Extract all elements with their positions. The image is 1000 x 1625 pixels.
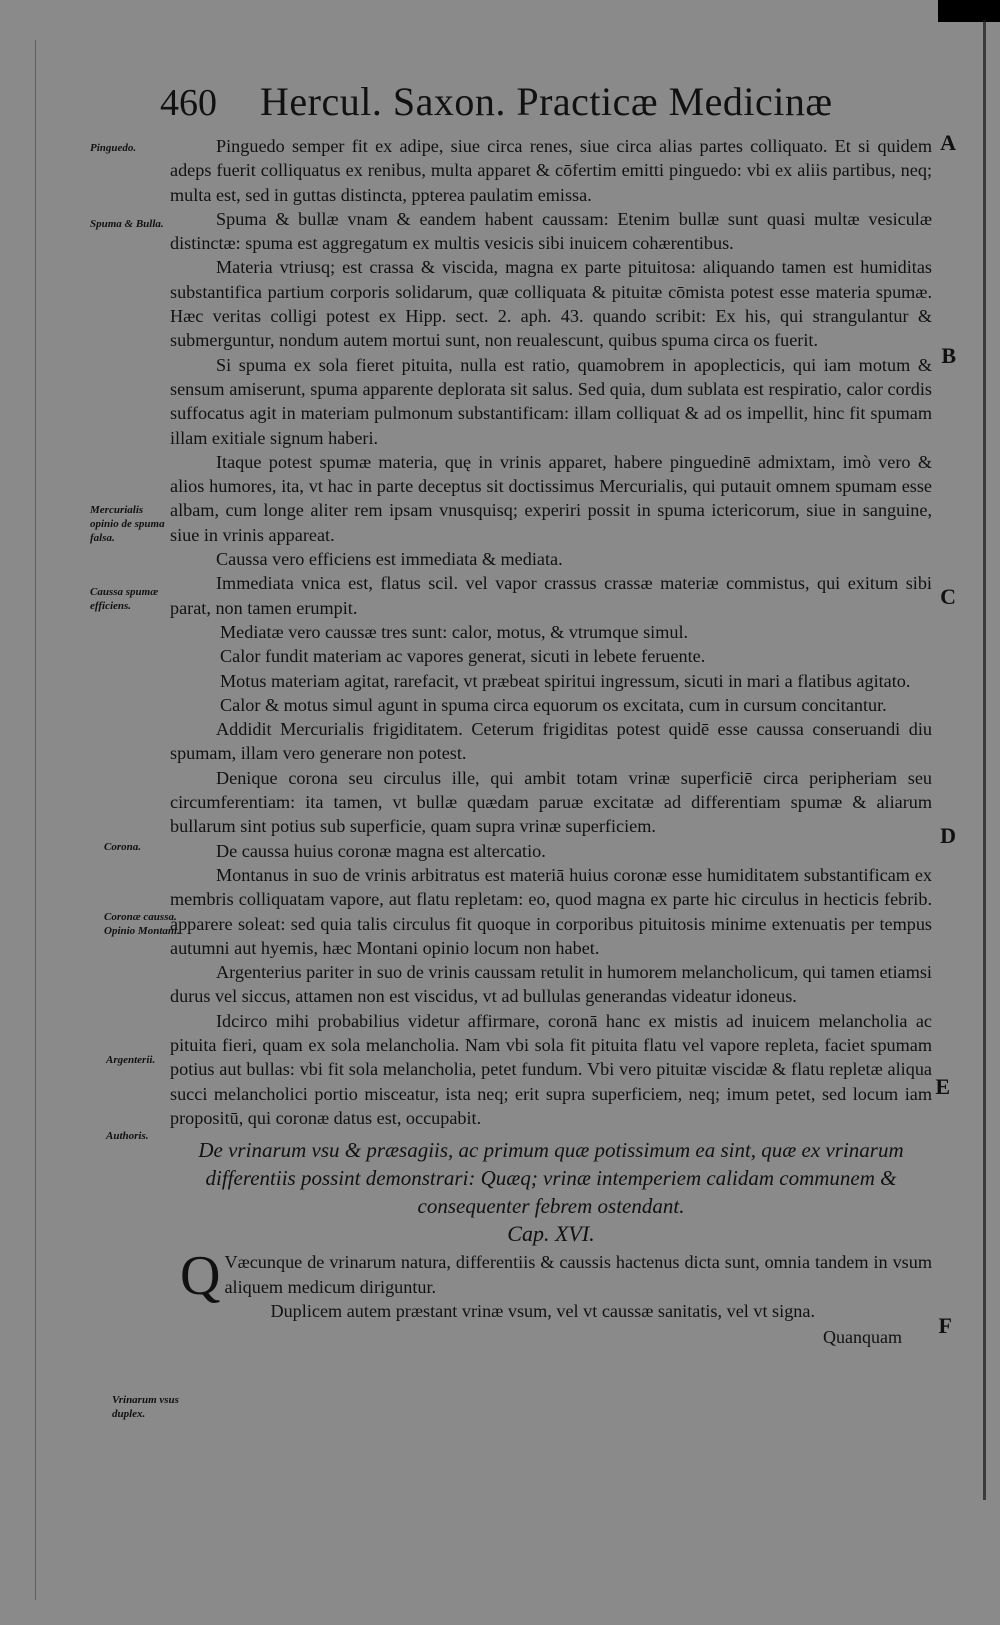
section-letter: B (941, 343, 956, 368)
section-letter: C (940, 584, 956, 609)
paragraph-text: Væcunque de vrinarum natura, differentiis & caussis hactenus dicta sunt, omnia tandem in vsum aliquem medicum diriguntur. (224, 1252, 932, 1297)
section-letter: E (935, 1074, 950, 1099)
paragraph: Calor & motus simul agunt in spuma circa equorum os excitata, cum in cursum concitantur. (220, 694, 887, 715)
margin-note: Mercurialis opinio de spuma falsa. (90, 504, 165, 544)
paragraph: Duplicem autem præstant vrinæ vsum, vel vt caussæ sanitatis, vel vt signa. (270, 1301, 815, 1322)
margin-note: Caussa spumæ efficiens. (90, 586, 159, 612)
paragraph: Denique corona seu circulus ille, qui ambit totam vrinæ superficiē circa peripheriam seu circumferentiam: ita tamen, vt bullæ quædam paruæ excitatæ ad differentiam spumæ & aliarum bullarum sint potius sub superficie, quam supra vrinæ superficiem. (170, 767, 932, 837)
page-number: 460 (160, 82, 217, 124)
margin-note: Coronæ caussa. Opinio Montani. (104, 911, 180, 937)
chapter-first-paragraph (170, 1245, 932, 1308)
paragraph: Idcirco mihi probabilius videtur affirmare, coronā hanc ex mistis ad inuicem melancholia ac pituita fieri, quam ex sola melancholia. Nam vbi sola fit pituita flatu vel vapore repleta, faciet spumam potius aut bullas: vbi fit sola melancholia, petet fundum. Vbi vero pituitæ viscidæ & flatu repletæ aliqua succi melancholici portio misceatur, ista neq; erit supra superficiem, neq; imum petet, sed locum iam propositū, qui coronæ datus est, occupabit. (170, 1010, 932, 1128)
paragraph: Materia vtriusq; est crassa & viscida, magna ex parte pituitosa: aliquando tamen est humiditas substantifica partium corporis solidarum, quæ colliquata & pituitæ cōmista potest esse materia spumæ. Hæc veritas colligi potest ex Hipp. sect. 2. aph. 43. quando scribit: Ex his, qui strangulantur & submerguntur, nondum autem mortui sunt, non reualescunt, quibus spuma circa os fuerit. (170, 257, 932, 351)
main-text (170, 134, 932, 1350)
margin-note: Spuma & Bulla. (90, 218, 164, 230)
running-head: Hercul. Saxon. Practicæ Medicinæ (260, 79, 833, 124)
left-margin-rule (35, 40, 36, 1600)
page-header (160, 78, 920, 132)
chapter-title: De vrinarum vsu & præsagiis, ac primum quæ potissimum ea sint, quæ ex vrinarum differentiis possint demonstrari: Quæq; vrinæ intemperiem calidam communem & consequenter febrem ostendant. (198, 1138, 904, 1219)
section-letter: D (940, 823, 956, 848)
paragraph: Caussa vero efficiens est immediata & mediata. (216, 549, 563, 570)
paragraph: Calor fundit materiam ac vapores generat, sicuti in lebete feruente. (220, 646, 706, 667)
margin-note: Pinguedo. (90, 142, 137, 154)
paragraph: Itaque potest spumæ materia, quę in vrinis apparet, habere pinguedinē admixtam, imò vero & alios humores, ita, vt hac in parte deceptus sit doctissimus Mercurialis, qui putauit omnem spumam esse albam, cum longe aliter rem ipsam vnusquisq; experiri possit in spuma ictericorum, siue in sanguine, siue in vrinis appareat. (170, 451, 932, 545)
paragraph: Motus materiam agitat, rarefacit, vt præbeat spiritui ingressum, sicuti in mari a flatibus agitato. (220, 670, 911, 691)
paragraph: Si spuma ex sola fieret pituita, nulla est ratio, quamobrem in apoplecticis, qui iam motum & sensum amiserunt, spuma apparente deplorata sit salus. Sed quia, dum sublata est respiratio, calor cordis suffocatus agit in materiam pulmonum substantificam: illam colliquat & ad os impellit, hinc fit spumam illam exitiale signum haberi. (170, 354, 932, 448)
paragraph: De caussa huius coronæ magna est altercatio. (216, 840, 546, 861)
margin-note: Corona. (104, 841, 141, 853)
paragraph: Immediata vnica est, flatus scil. vel vapor crassus crassæ materiæ commistus, qui exitum sibi parat, non tamen erumpit. (170, 573, 932, 618)
margin-note: Argenterii. (106, 1054, 156, 1066)
paragraph: Mediatæ vero caussæ tres sunt: calor, motus, & vtrumque simul. (220, 621, 689, 642)
paragraph: Addidit Mercurialis frigiditatem. Ceterum frigiditas potest quidē esse caussa conseruandi diu spumam, illam vero generare non potest. (170, 719, 932, 764)
paragraph: Spuma & bullæ vnam & eandem habent caussam: Etenim bullæ sunt quasi multæ vesiculæ distinctæ: spuma est aggregatum ex multis vesicis sibi inuicem cohærentibus. (170, 208, 932, 254)
section-letter: F (938, 1313, 952, 1338)
drop-cap: Q (180, 1245, 221, 1308)
paragraph: Argenterius pariter in suo de vrinis caussam retulit in humorem melancholicum, qui tamen etiamsi durus vel siccus, attamen non est viscidus, vt ad bullulas generandas videatur idoneus. (170, 962, 932, 1007)
catchword: Quanquam (823, 1327, 902, 1348)
section-letter: A (940, 130, 956, 155)
paragraph: Pinguedo semper fit ex adipe, siue circa renes, siue circa alias partes colliquato. Et si quidem adeps fuerit colliquatus ex renibus, multa apparet & cōfertim emitti pinguedo: vbi ex aliis partibus, neq; multa est, sed in guttas distincta, ppterea paulatim emissa. (170, 136, 932, 205)
scan-edge-shadow (938, 0, 1000, 22)
paragraph: Montanus in suo de vrinis arbitratus est materiā huius coronæ esse humiditatem substantificam ex membris colliquatam vapore, aut flatu repletam: eo, quod magna ex parte hic circulus in hecticis febrib. apparere soleat: sed quia talis circulus fit quoque in corporibus pituitosis minime extenuatis per tempus autumni aut hyemis, hæc Montani opinio locum non habet. (170, 864, 932, 958)
margin-note: Authoris. (106, 1130, 149, 1142)
right-margin-rule (983, 20, 986, 1500)
chapter-number: Cap. XVI. (507, 1221, 595, 1247)
margin-note: Vrinarum vsus duplex. (112, 1394, 179, 1420)
